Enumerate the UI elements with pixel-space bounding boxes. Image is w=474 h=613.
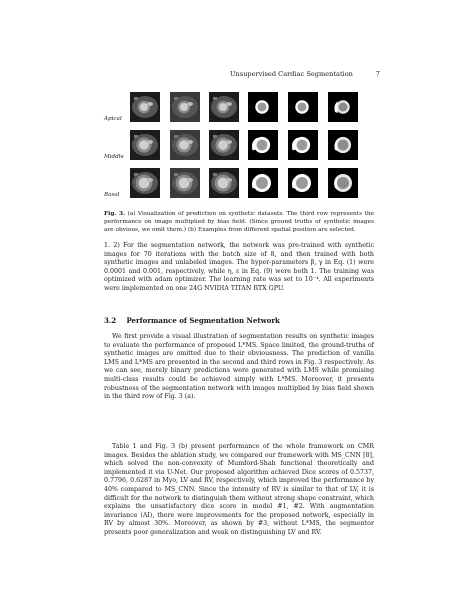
figure-caption <box>104 210 374 234</box>
figure-tile-apical-5 <box>288 92 318 122</box>
running-title: Unsupervised Cardiac Segmentation <box>230 70 353 78</box>
figure-tile-middle-2 <box>170 130 200 160</box>
figure-tile-middle-6 <box>328 130 358 160</box>
figure-tile-apical-2 <box>170 92 200 122</box>
figure-tile-middle-3 <box>209 130 239 160</box>
figure-tile-basal-3 <box>209 168 239 198</box>
figure-tile-basal-1 <box>130 168 160 198</box>
figure-3 <box>104 92 376 210</box>
figure-tile-apical-3 <box>209 92 239 122</box>
section-heading <box>104 316 374 325</box>
caption-label: Fig. 3. <box>104 211 126 217</box>
paragraph-training-details: 1. 2) For the segmentation network, the network was pre-trained with synthetic images for 70 iterations with the batch size of 8, and then trained with both synthetic images and unlabeled images. The hyper-parameters β, γ in Eq. (1) were 0.0001 and 0.001, respectively, while η, ε in Eq. (9) were both 1. The training was optimized with adam optimizer. The learning rate was set to 10⁻⁴. All experiments were implemented on one 24G NVIDIA TITAN RTX GPU. <box>104 242 374 292</box>
row-label-apical: Apical <box>104 116 122 122</box>
caption-text: (a) Visualization of prediction on synthetic datasets. The third row represents the performance on image multiplied by bias field. (Since ground truths of synthetic images are obvious, we omit them.) (b) Examples from different spatial position are selected. <box>104 211 374 233</box>
paragraph-visual-illustration: We first provide a visual illustration of segmentation results on synthetic images to evaluate the performance of proposed L*MS. Space limited, the ground-truths of synthetic images are omitted due to their obviousness. The prediction of vanilla LMS and L*MS are presented in the second and third rows in Fig. 3 respectively. As we can see, merely binary predictions were generated with LMS while promising multi-class results could be achieved simply with L*MS. Moreover, it presents robustness of the segmentation network with images multiplied by bias field shown in the third row of Fig. 3 (a). <box>104 333 374 401</box>
figure-tile-middle-5 <box>288 130 318 160</box>
figure-tile-apical-4 <box>248 92 278 122</box>
figure-tile-basal-4 <box>248 168 278 198</box>
row-label-middle: Middle <box>104 154 124 160</box>
figure-tile-apical-1 <box>130 92 160 122</box>
figure-tile-apical-6 <box>328 92 358 122</box>
section-number: 3.2 <box>104 316 117 325</box>
figure-tile-middle-1 <box>130 130 160 160</box>
figure-tile-basal-6 <box>328 168 358 198</box>
page-number: 7 <box>375 70 380 78</box>
figure-tile-middle-4 <box>248 130 278 160</box>
running-header <box>230 70 380 80</box>
section-title: Performance of Segmentation Network <box>126 316 280 325</box>
figure-tile-basal-5 <box>288 168 318 198</box>
figure-tile-basal-2 <box>170 168 200 198</box>
paragraph-framework-performance: Table 1 and Fig. 3 (b) present performance of the whole framework on CMR images. Besides the ablation study, we compared our framework with MS_CNN [8], which solved the non-convexity of Mumford-Shah functional theoretically and implemented it via U-Net. Our proposed algorithm achieved Dice scores of 0.5737, 0.7796, 0.6287 in Myo, LV and RV, respectively, which improved the performance by 40% compared to MS_CNN. Since the intensity of RV is similar to that of LV, it is difficult for the network to distinguish them without strong shape constraint, which explains the unsatisfactory dice score in model #1, #2. With augmentation invariance (AI), there were improvements for the proposed network, especially in RV by almost 30%. Moreover, as shown by #3, without L*MS, the segmentor presents poor generalization and weak on distinguishing LV and RV. <box>104 443 374 536</box>
row-label-basal: Basal <box>104 192 120 198</box>
